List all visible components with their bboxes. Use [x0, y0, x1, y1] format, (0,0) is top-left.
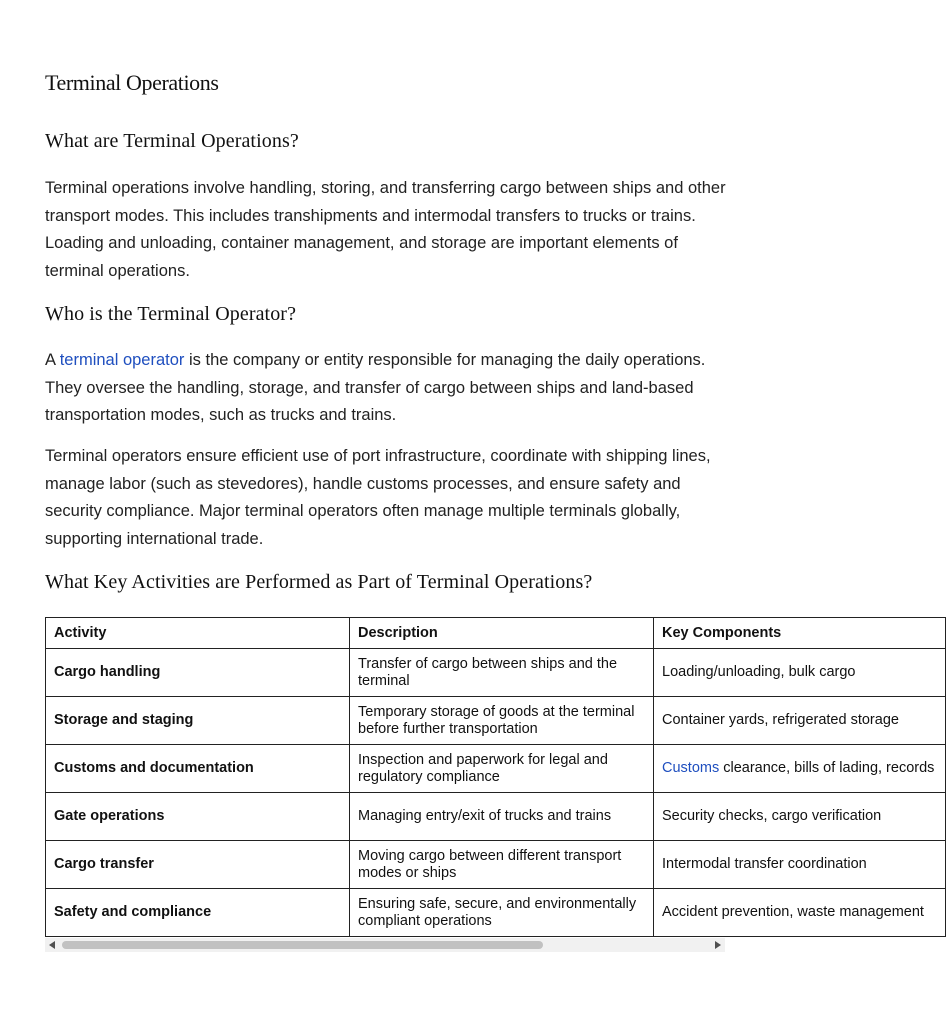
- activities-table-container[interactable]: [45, 617, 935, 953]
- heading-key-activities: What Key Activities are Performed as Part of Terminal Operations?: [45, 571, 593, 593]
- cell-components-text: clearance, bills of lading, records: [719, 760, 935, 777]
- page-title: Terminal Operations: [45, 70, 219, 95]
- cell-components: [654, 649, 946, 697]
- cell-components-text: Accident prevention, waste management: [662, 904, 924, 921]
- table-row: [46, 649, 946, 697]
- scroll-right-arrow-icon[interactable]: [715, 941, 721, 949]
- heading-what-are-terminal-operations: What are Terminal Operations?: [45, 130, 299, 152]
- cell-description: Ensuring safe, secure, and environmentally compliant operations: [350, 889, 654, 937]
- cell-activity: Cargo handling: [46, 649, 350, 697]
- cell-components: [654, 745, 946, 793]
- header-key-components: Key Components: [654, 618, 946, 649]
- paragraph-who-1-prefix: A: [45, 351, 60, 369]
- cell-components: [654, 793, 946, 841]
- cell-activity: Cargo transfer: [46, 841, 350, 889]
- cell-activity: Storage and staging: [46, 697, 350, 745]
- cell-components: [654, 841, 946, 889]
- cell-description: Moving cargo between different transport modes or ships: [350, 841, 654, 889]
- cell-components: [654, 889, 946, 937]
- table-header-row: [46, 618, 946, 649]
- paragraph-what: Terminal operations involve handling, storing, and transferring cargo between ships and other transport modes. This includes transhipments and intermodal transfers to trucks or trains. Loading and unloading, container management, and storage are important elements of terminal operations.: [45, 179, 726, 280]
- table-row: [46, 841, 946, 889]
- cell-components-text: Intermodal transfer coordination: [662, 856, 867, 873]
- cell-description: Temporary storage of goods at the terminal before further transportation: [350, 697, 654, 745]
- cell-activity: Customs and documentation: [46, 745, 350, 793]
- terminal-operator-link[interactable]: terminal operator: [59, 351, 185, 369]
- scrollbar-thumb[interactable]: [62, 941, 543, 949]
- header-description: Description: [350, 618, 654, 649]
- cell-components-text: Security checks, cargo verification: [662, 808, 882, 825]
- horizontal-scrollbar[interactable]: [45, 938, 725, 952]
- heading-who-is-terminal-operator: Who is the Terminal Operator?: [45, 303, 297, 325]
- cell-activity: Safety and compliance: [46, 889, 350, 937]
- customs-link[interactable]: Customs: [662, 760, 720, 777]
- cell-description: Inspection and paperwork for legal and regulatory compliance: [350, 745, 654, 793]
- cell-activity: Gate operations: [46, 793, 350, 841]
- paragraph-who-1: [45, 347, 735, 430]
- activities-table: [45, 617, 946, 937]
- table-row: [46, 745, 946, 793]
- scroll-left-arrow-icon[interactable]: [49, 941, 55, 949]
- cell-description: Managing entry/exit of trucks and trains: [350, 793, 654, 841]
- table-row: [46, 889, 946, 937]
- cell-components: [654, 697, 946, 745]
- header-activity: Activity: [46, 618, 350, 649]
- cell-components-text: Container yards, refrigerated storage: [662, 712, 899, 729]
- paragraph-who-2: Terminal operators ensure efficient use of port infrastructure, coordinate with shipping lines, manage labor (such as stevedores), handle customs processes, and ensure safety and security compliance. Major terminal operators often manage multiple terminals globally, supporting international trade.: [45, 447, 711, 548]
- table-row: [46, 793, 946, 841]
- cell-components-text: Loading/unloading, bulk cargo: [662, 664, 856, 681]
- paragraph-who-1-rest: is the company or entity responsible for managing the daily operations. They oversee the handling, storage, and transfer of cargo between ships and land-based transportation modes, such as trucks and trains.: [45, 351, 706, 424]
- cell-description: Transfer of cargo between ships and the terminal: [350, 649, 654, 697]
- table-row: [46, 697, 946, 745]
